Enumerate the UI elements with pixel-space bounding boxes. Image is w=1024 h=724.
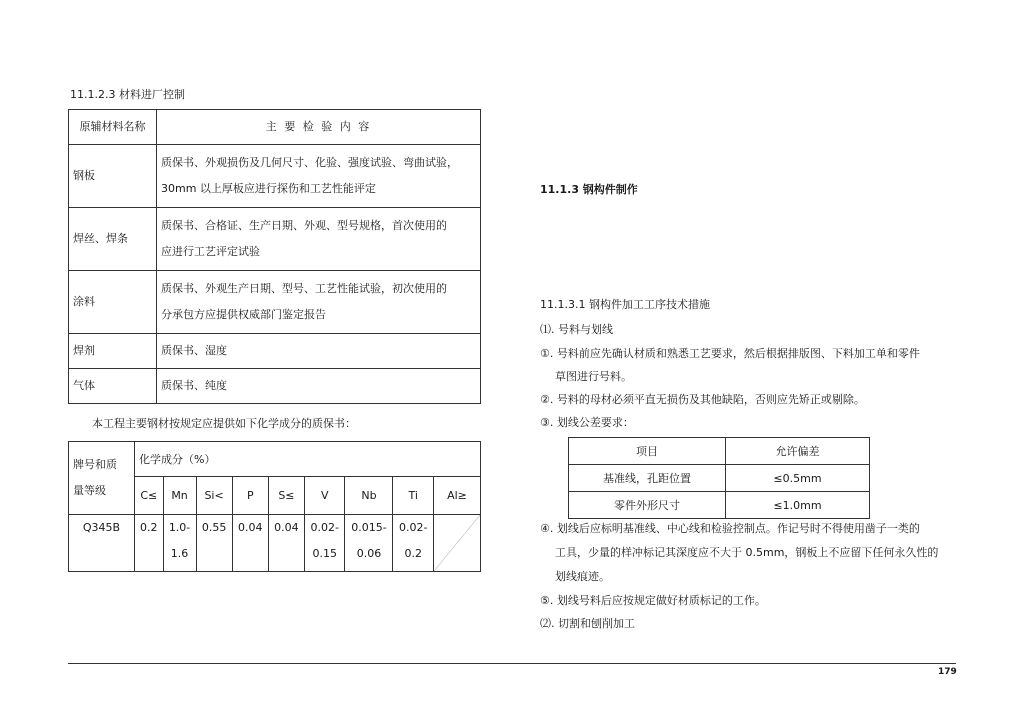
element-header: S≤ [268,477,304,515]
grade-header-line: 牌号和质 [73,458,117,471]
paragraph-3: ③. 划线公差要求： [540,416,634,429]
page-number: 179 [938,667,957,677]
item-cell: 基准线，孔距位置 [569,465,726,492]
element-header: Si< [196,477,232,515]
paragraph-5: ⑤. 划线号料后应按规定做好材质标记的工作。 [540,594,766,607]
table-row [69,515,481,572]
paragraph-1-line-1: ①. 号料前应先确认材质和熟悉工艺要求，然后根据排版图、下料加工单和零件 [540,347,920,360]
header-item: 项目 [569,438,726,465]
diagonal-line [434,515,480,571]
item-title-marking: ⑴. 号料与划线 [540,323,613,336]
value-cell: 0.015- 0.06 [345,515,393,572]
value-cell: 0.02- 0.2 [393,515,434,572]
grade-cell: Q345B [69,515,135,572]
material-name-cell: 焊丝、焊条 [69,208,157,271]
tolerance-cell: ≤0.5mm [726,465,870,492]
header-tolerance: 允许偏差 [726,438,870,465]
tolerance-cell: ≤1.0mm [726,492,870,519]
table-row [69,145,481,208]
footer-rule [68,663,956,664]
inspection-content-cell [157,145,481,208]
content-line: 应进行工艺评定试验 [161,245,260,258]
inspection-content-cell [157,271,481,334]
empty-diagonal-cell [434,515,481,572]
tolerance-table [568,437,870,519]
content-line: 质保书、外观生产日期、型号、工艺性能试验，初次使用的 [161,282,447,295]
element-header: Nb [345,477,393,515]
table-row [69,334,481,369]
heading-steel-fabrication: 11.1.3 钢构件制作 [540,183,638,196]
table-row [69,208,481,271]
header-inspection-content: 主 要 检 验 内 容 [157,110,481,145]
material-name-cell: 钢板 [69,145,157,208]
value-cell: 0.02- 0.15 [305,515,345,572]
content-line: 质保书、合格证、生产日期、外观、型号规格，首次使用的 [161,219,447,232]
inspection-content-cell: 质保书、纯度 [157,369,481,404]
inspection-content-cell [157,208,481,271]
material-inspection-table [68,109,481,404]
value-cell: 0.04 [268,515,304,572]
sub-heading-process-measures: 11.1.3.1 钢构件加工工序技术措施 [540,298,710,311]
paragraph-1-line-2: 草图进行号料。 [555,370,632,383]
table-header-row [569,438,870,465]
element-header: C≤ [135,477,164,515]
value-cell: 0.04 [232,515,268,572]
value-cell: 1.0- 1.6 [163,515,196,572]
paragraph-4-line-3: 划线痕迹。 [555,570,610,583]
material-name-cell: 气体 [69,369,157,404]
element-header: V [305,477,345,515]
value-cell: 0.55 [196,515,232,572]
content-line: 30mm 以上厚板应进行探伤和工艺性能评定 [161,182,376,195]
element-header: P [232,477,268,515]
content-line: 质保书、外观损伤及几何尺寸、化验、强度试验、弯曲试验， [161,156,458,169]
value-cell: 0.2 [135,515,164,572]
chemical-composition-table [68,441,481,572]
inspection-content-cell: 质保书、湿度 [157,334,481,369]
section-title-material-control: 11.1.2.3 材料进厂控制 [70,88,185,101]
table-header-row [69,110,481,145]
material-name-cell: 涂料 [69,271,157,334]
table-row [69,369,481,404]
material-name-cell: 焊剂 [69,334,157,369]
grade-header-cell [69,442,135,515]
element-header: Mn [163,477,196,515]
element-header: Ti [393,477,434,515]
element-header: Al≥ [434,477,481,515]
content-line: 分承包方应提供权威部门鉴定报告 [161,308,326,321]
paragraph-4-line-1: ④. 划线后应标明基准线、中心线和检验控制点。作记号时不得使用凿子一类的 [540,522,920,535]
grade-header-line: 量等级 [73,484,106,497]
table-header-row [69,442,481,477]
paragraph-4-line-2: 工具，少量的样冲标记其深度应不大于 0.5mm，钢板上不应留下任何永久性的 [555,546,939,559]
table-row [569,465,870,492]
chemical-composition-header: 化学成分（%） [135,442,481,477]
header-material-name: 原辅材料名称 [69,110,157,145]
table-row [69,271,481,334]
item-title-cutting: ⑵. 切割和刨削加工 [540,617,635,630]
table-row [569,492,870,519]
item-cell: 零件外形尺寸 [569,492,726,519]
chemical-composition-intro: 本工程主要钢材按规定应提供如下化学成分的质保书： [92,417,356,430]
paragraph-2: ②. 号料的母材必须平直无损伤及其他缺陷，否则应先矫正或剔除。 [540,393,865,406]
